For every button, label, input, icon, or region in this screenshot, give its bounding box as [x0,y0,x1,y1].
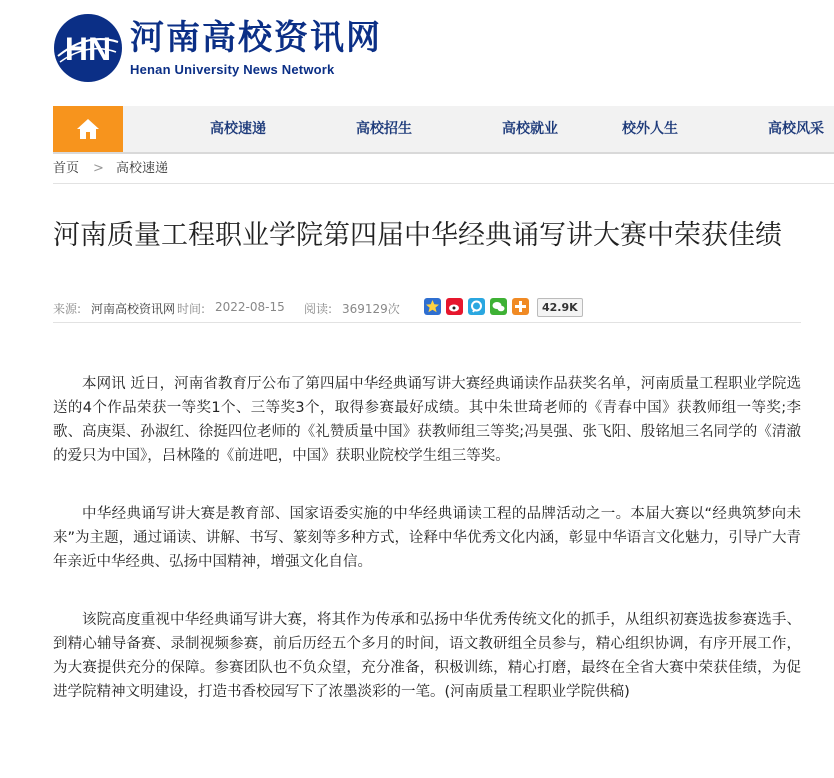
share-more-icon[interactable] [512,298,529,315]
nav-item-life[interactable]: 校外人生 [622,121,678,137]
source-label: 来源: [53,302,82,316]
site-logo[interactable] [52,12,382,84]
breadcrumb-current-link[interactable]: 高校速递 [116,161,169,176]
share-qzone-icon[interactable] [424,298,441,315]
article-paragraph: 该院高度重视中华经典诵写讲大赛，将其作为传承和弘扬中华优秀传统文化的抓手，从组织初赛选拔参赛选手、到精心辅导备赛、录制视频参赛，前后历经五个多月的时间，语文教研组全员参与，精心组织协调，有序开展工作，为大赛提供充分的保障。参赛团队也不负众望，充分准备，积极训练，精心打磨，最终在全省大赛中荣获佳绩，为促进学院精神文明建设，打造书香校园写下了浓墨淡彩的一笔。(河南质量工程职业学院供稿) [53,612,801,700]
logo-mark-text: HN [64,31,112,67]
article-title: 河南质量工程职业学院第四届中华经典诵写讲大赛中荣获佳绩 [53,220,782,251]
time-value: 2022-08-15 [215,300,285,314]
nav-item-employment[interactable]: 高校就业 [502,121,558,137]
share-count-badge: 42.9K [537,298,583,317]
main-nav [53,106,834,154]
article-paragraph: 本网讯 近日，河南省教育厅公布了第四届中华经典诵写讲大赛经典诵读作品获奖名单，河南质量工程职业学院选送的4个作品荣获一等奖1个、三等奖3个，取得参赛最好成绩。其中朱世琦老师的《青春中国》获教师组一等奖;李歌、高庚渠、孙淑红、徐挺四位老师的《礼赞质量中国》获教师组三等奖;冯昊强、张飞阳、殷铭旭三名同学的《清澈的爱只为中国》，吕林隆的《前进吧，中国》获职业院校学生组三等奖。 [53,376,801,464]
breadcrumb [53,155,834,184]
nav-item-express[interactable]: 高校速递 [210,121,266,137]
views-label: 阅读: [304,302,333,316]
site-name-cn: 河南高校资讯网 [130,18,382,58]
nav-item-admission[interactable]: 高校招生 [356,121,412,137]
article-meta [53,298,801,323]
views-value: 369129次 [342,302,400,316]
breadcrumb-separator: > [93,161,104,176]
share-wechat-icon[interactable] [490,298,507,315]
source-value: 河南高校资讯网 [91,302,176,316]
article-body [53,372,801,738]
article-paragraph: 中华经典诵写讲大赛是教育部、国家语委实施的中华经典诵读工程的品牌活动之一。本届大赛以“经典筑梦向未来”为主题，通过诵读、讲解、书写、篆刻等多种方式，诠释中华优秀文化内涵，彰显中华语言文化魅力，引导广大青年亲近中华经典、弘扬中国精神，增强文化自信。 [53,506,801,570]
nav-home-button[interactable] [53,106,123,152]
time-label: 时间: [177,302,206,316]
nav-item-style[interactable]: 高校风采 [768,121,824,137]
breadcrumb-home-link[interactable]: 首页 [53,161,80,176]
share-tencent-icon[interactable] [468,298,485,315]
home-icon [76,118,100,140]
site-header [0,0,834,106]
hn-logo-icon [52,12,124,84]
site-name-en: Henan University News Network [130,62,335,77]
share-weibo-icon[interactable] [446,298,463,315]
